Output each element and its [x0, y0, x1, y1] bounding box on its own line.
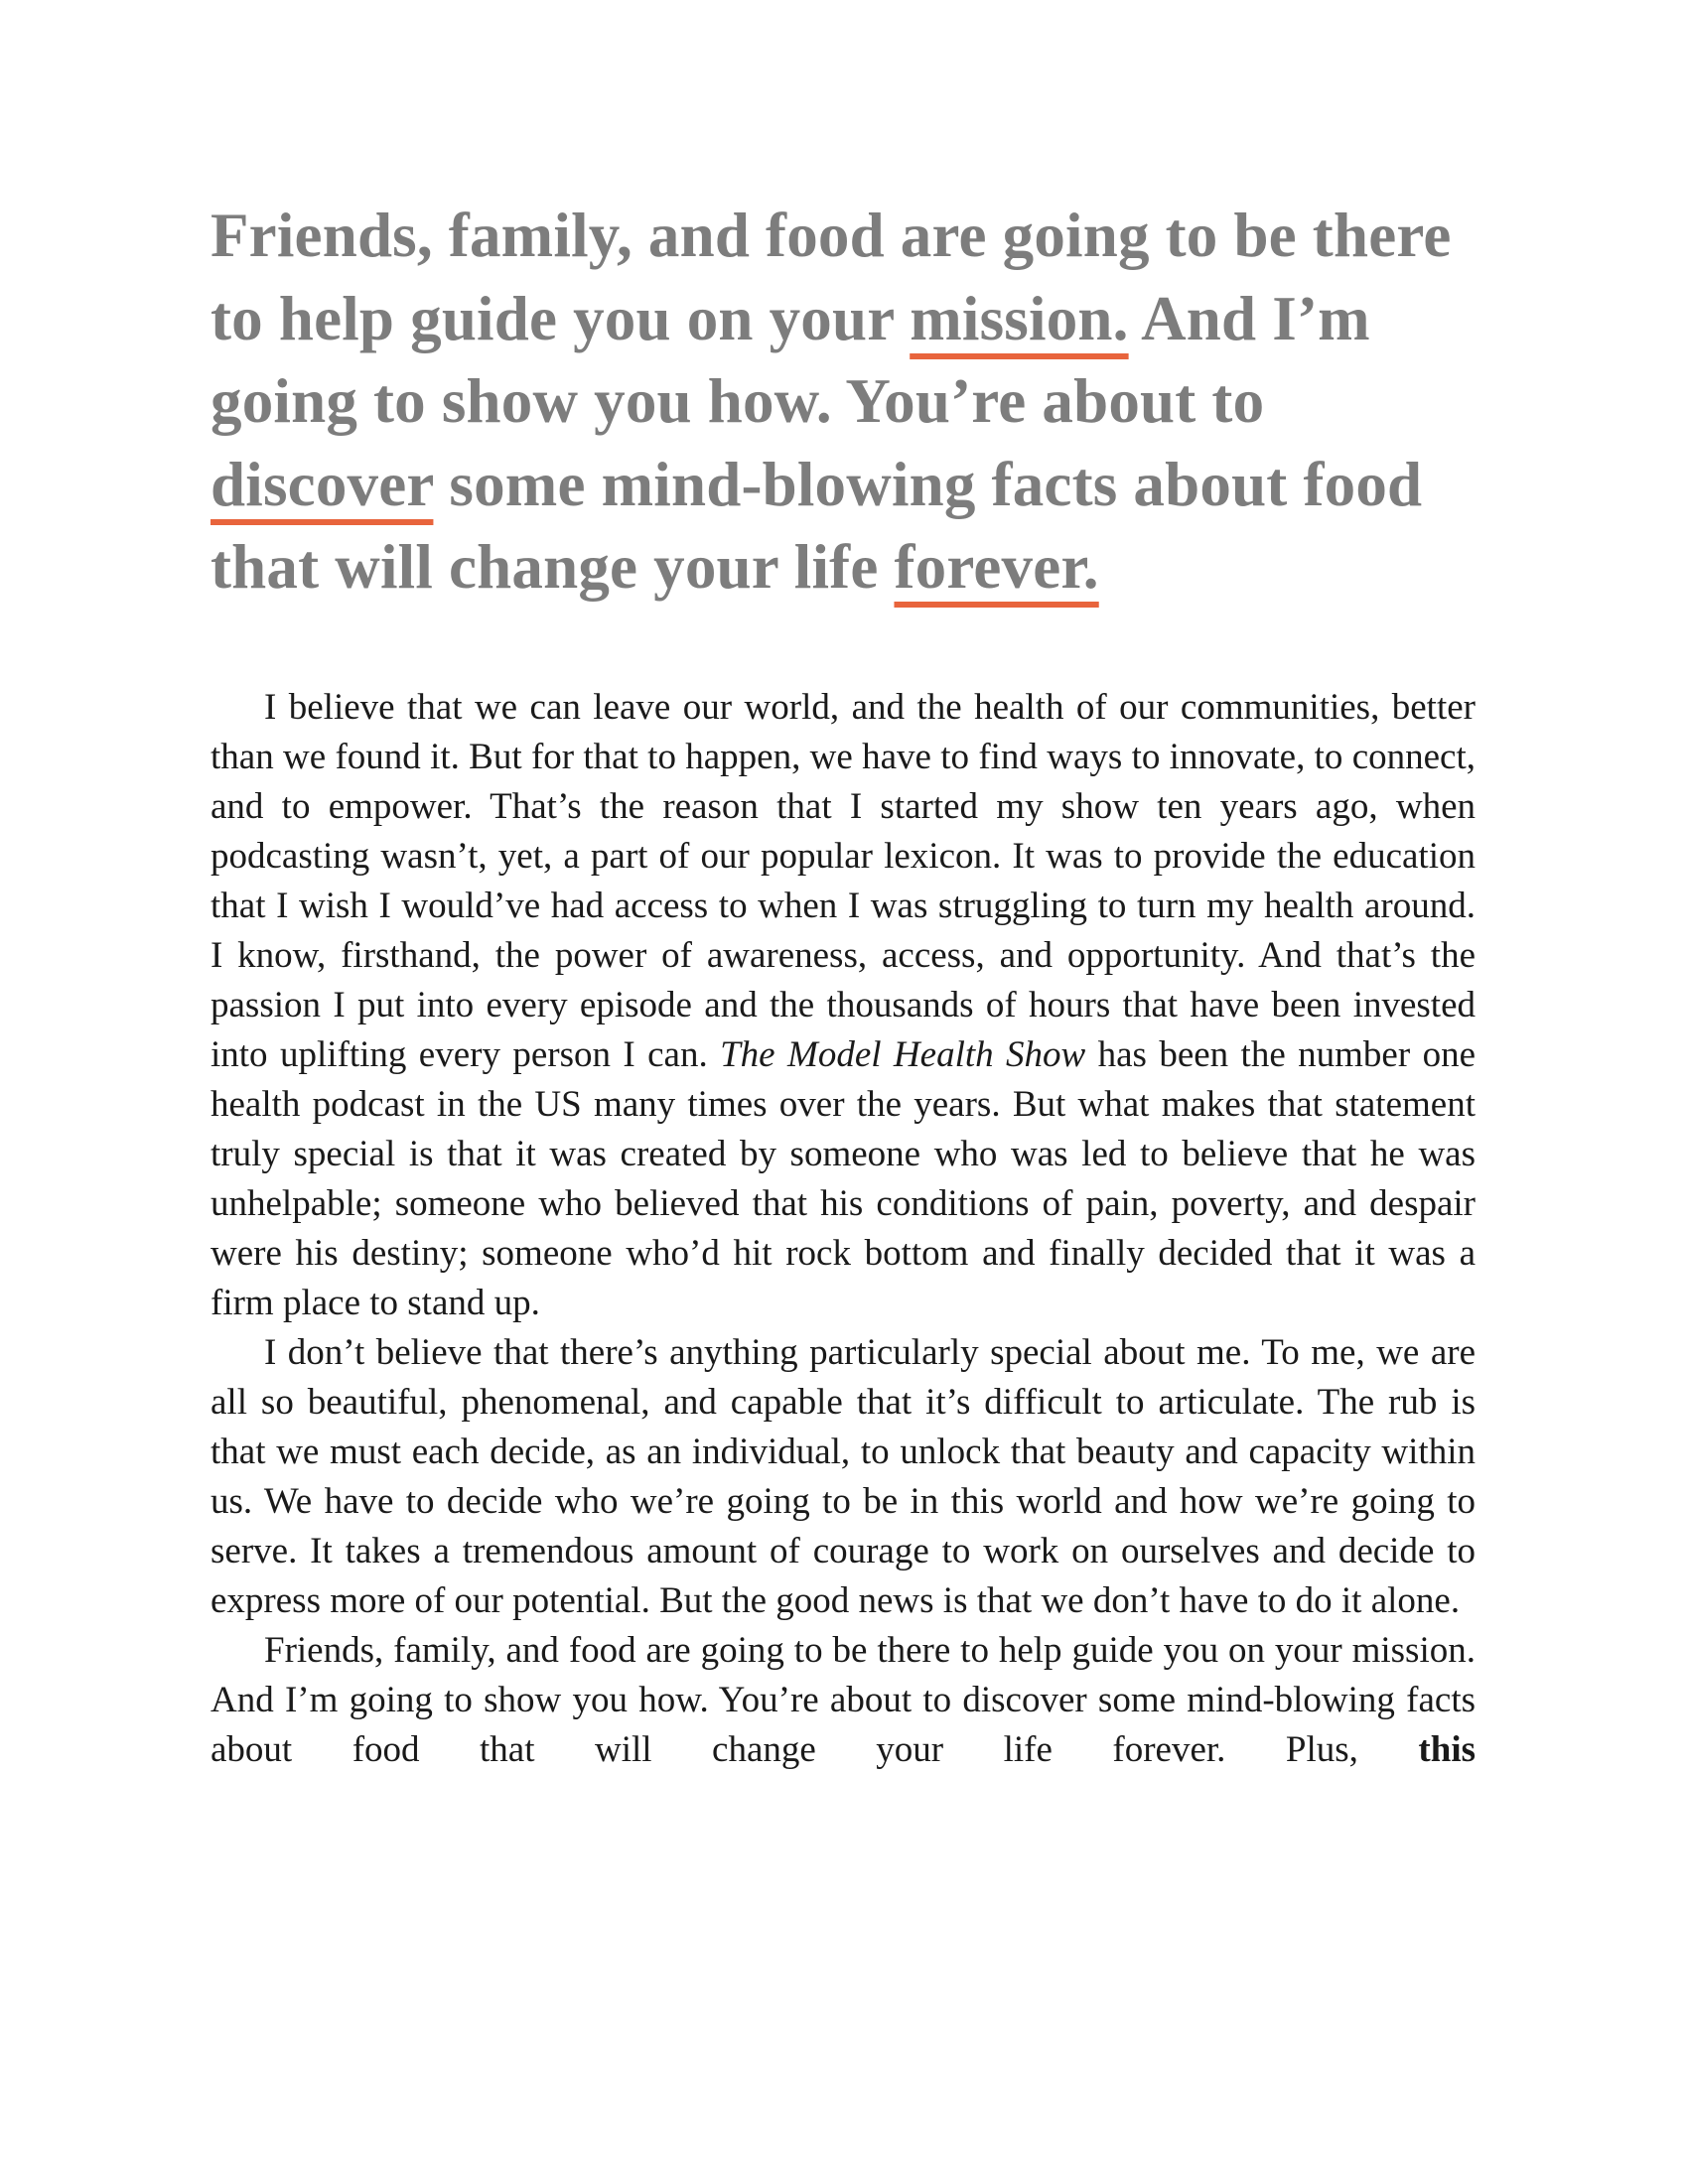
pull-quote-highlight-forever: forever.	[894, 532, 1099, 602]
paragraph-1	[211, 683, 1476, 1328]
body-text	[211, 683, 1476, 1775]
pull-quote-text-2: And I’m going to show you how. You’re about to	[211, 283, 1370, 436]
paragraph-3-bold: this	[1418, 1728, 1476, 1770]
show-title: The Model Health Show	[720, 1033, 1086, 1075]
pull-quote	[211, 195, 1476, 610]
paragraph-3-text: Friends, family, and food are going to be there to help guide you on your mission. And I’m going to show you how. You’re about to discover some mind-blowing facts about food that will change your life forever. Plus,	[211, 1629, 1476, 1770]
paragraph-3	[211, 1626, 1476, 1775]
paragraph-1-text-b: has been the number one health podcast in the US many times over the years. But what makes that statement truly special is that it was created by someone who was led to believe that he was unhelpable; someone who believed that his conditions of pain, poverty, and despair were his destiny; someone who’d hit rock bottom and finally decided that it was a firm place to stand up.	[211, 1033, 1476, 1323]
book-page	[211, 195, 1476, 1775]
pull-quote-highlight-discover: discover	[211, 449, 434, 519]
paragraph-2: I don’t believe that there’s anything particularly special about me. To me, we are all so beautiful, phenomenal, and capable that it’s difficult to articulate. The rub is that we must each decide, as an individual, to unlock that beauty and capacity within us. We have to decide who we’re going to be in this world and how we’re going to serve. It takes a tremendous amount of courage to work on ourselves and decide to express more of our potential. But the good news is that we don’t have to do it alone.	[211, 1331, 1476, 1621]
pull-quote-text-3: some mind-blowing facts about food that will change your life	[211, 449, 1423, 602]
pull-quote-text-1: Friends, family, and food are going to be there to help guide you on your	[211, 201, 1452, 353]
paragraph-1-text-a: I believe that we can leave our world, and the health of our communities, better than we found it. But for that to happen, we have to find ways to innovate, to connect, and to empower. That’s the reason that I started my show ten years ago, when podcasting wasn’t, yet, a part of our popular lexicon. It was to provide the education that I wish I would’ve had access to when I was struggling to turn my health around. I know, firsthand, the power of awareness, access, and opportunity. And that’s the passion I put into every episode and the thousands of hours that have been invested into uplifting every person I can.	[211, 686, 1476, 1075]
pull-quote-highlight-mission: mission.	[910, 283, 1129, 353]
